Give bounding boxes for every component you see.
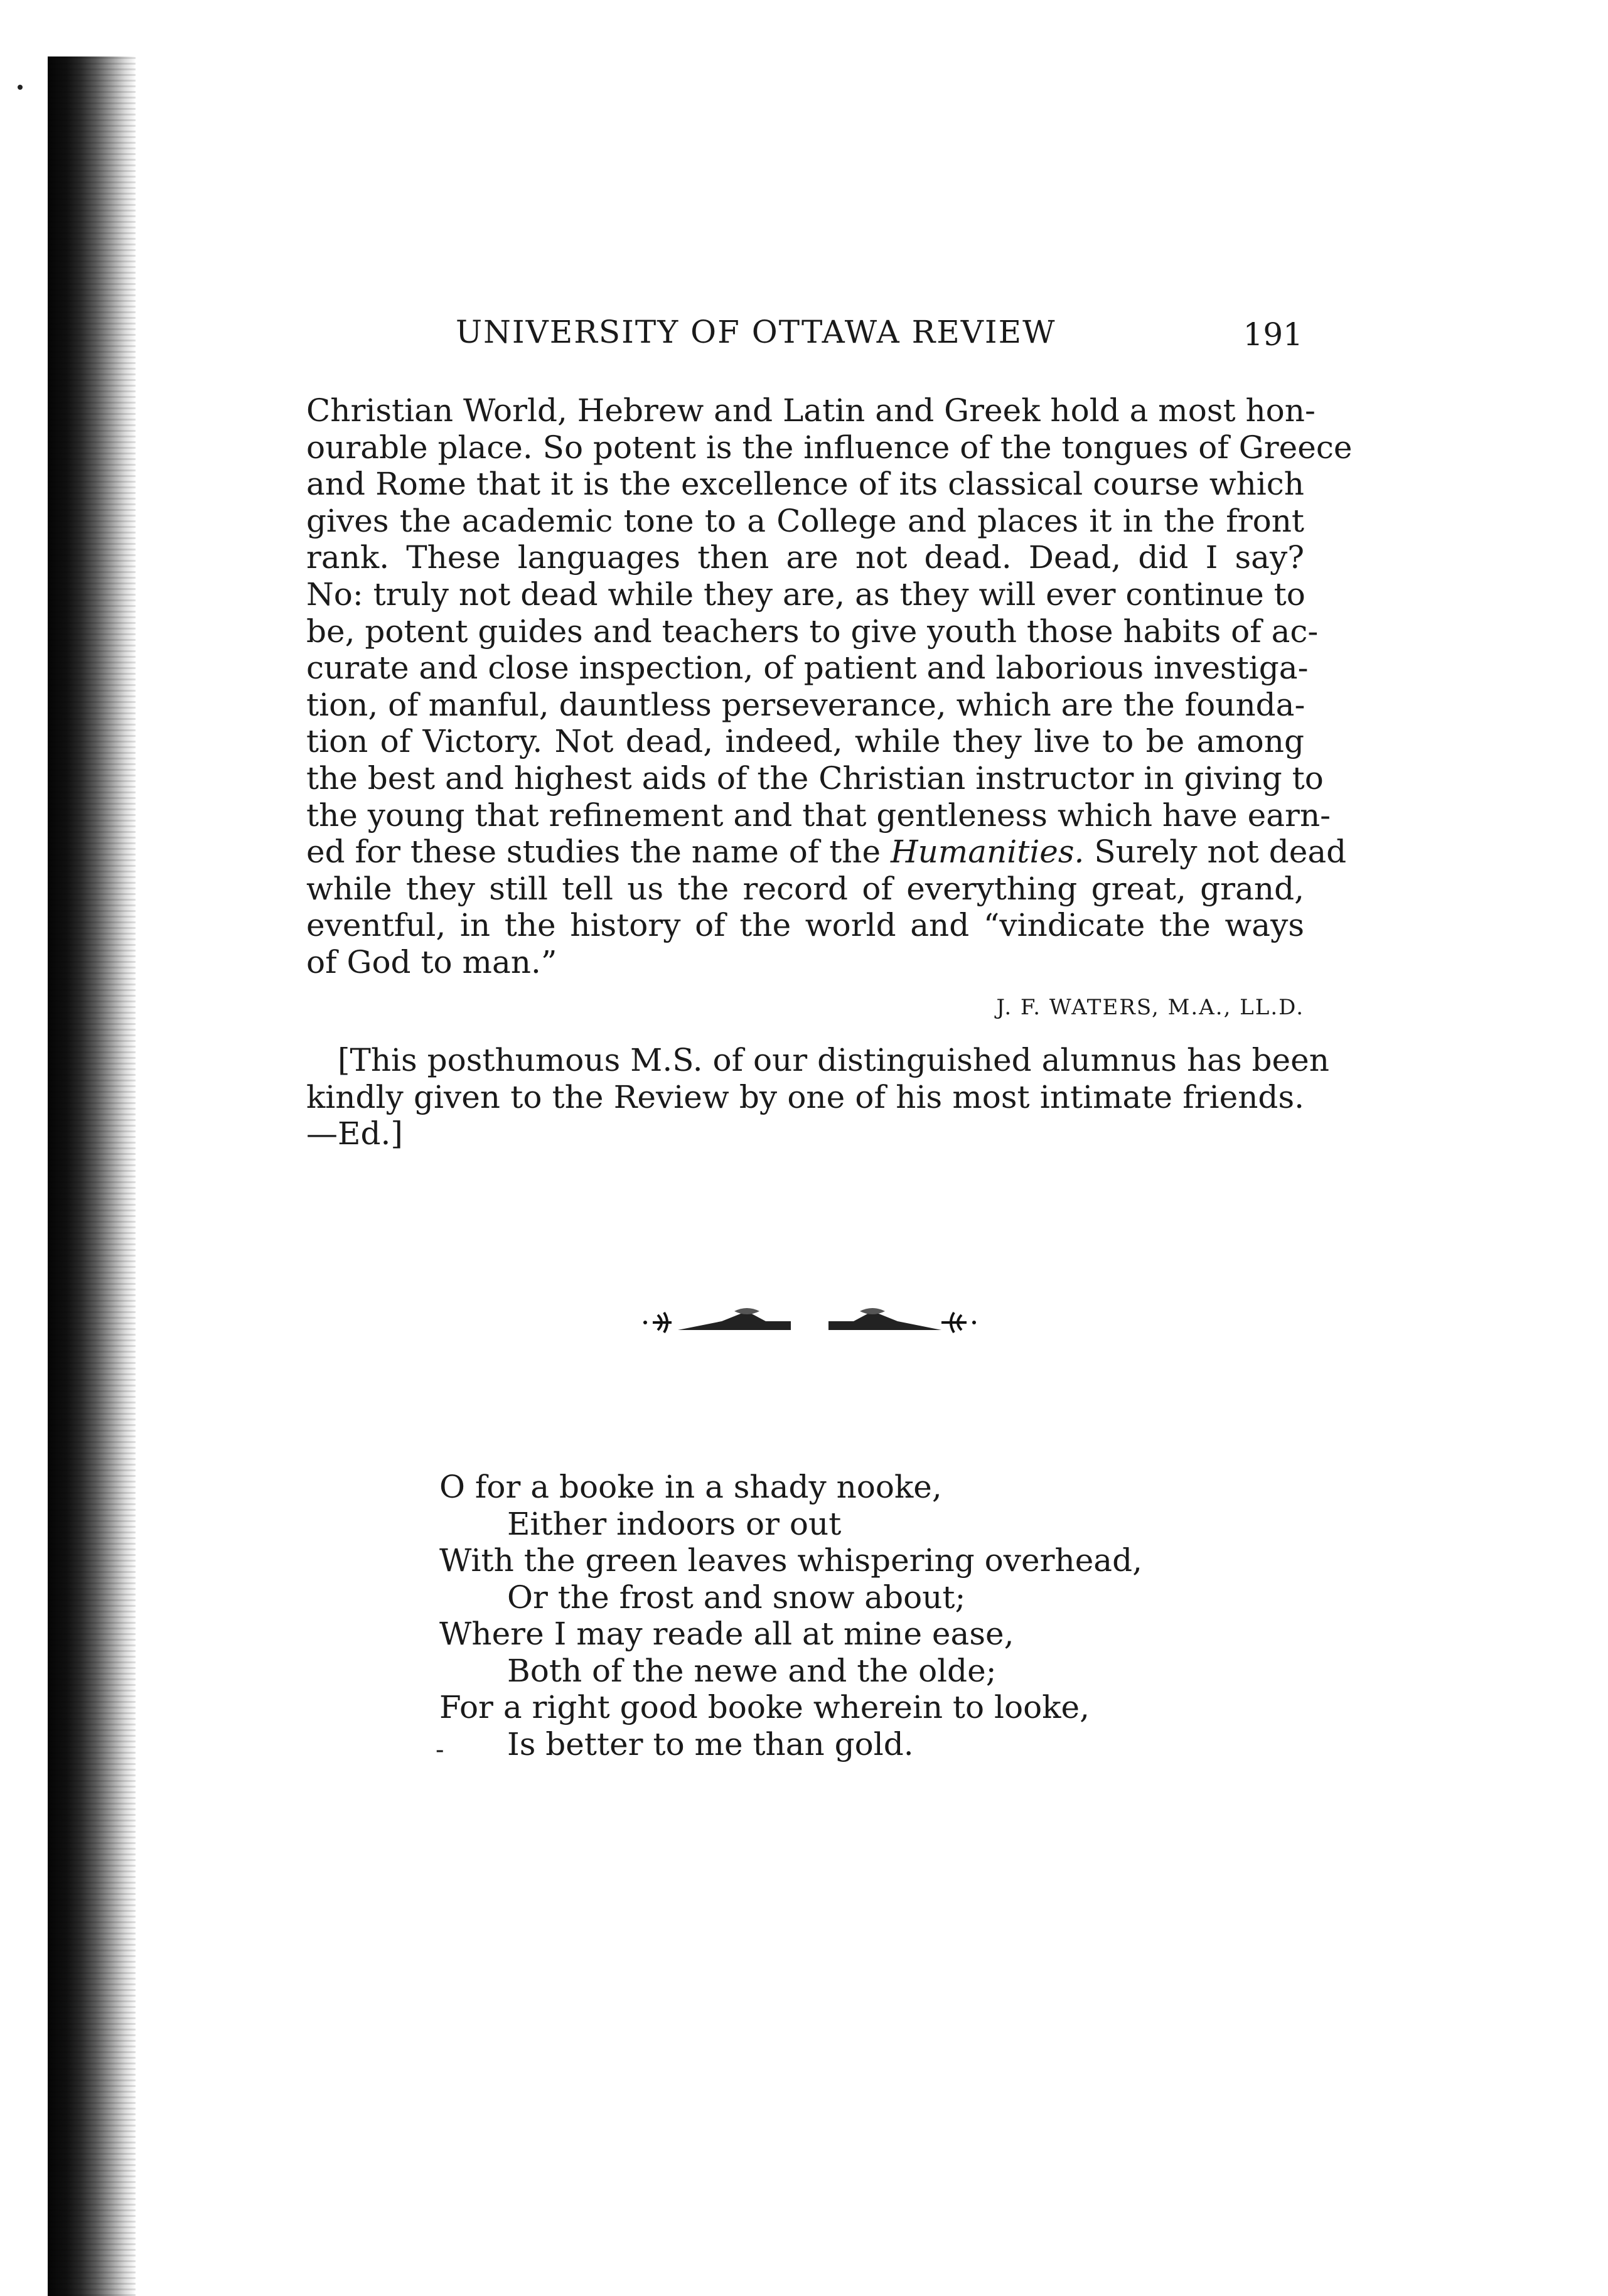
text-line: gives the academic tone to a College and places it in the front xyxy=(306,502,1304,539)
italic-term: Humanities. xyxy=(891,834,1085,871)
book-binding-edge xyxy=(48,56,136,2296)
text-line: tion of Victory. Not dead, indeed, while they live to be among xyxy=(306,723,1304,760)
text-line: ourable place. So potent is the influence of the tongues of Greece xyxy=(306,429,1353,466)
author-signature: J. F. WATERS, M.A., LL.D. xyxy=(996,995,1304,1020)
poem-line: For a right good booke wherein to looke, xyxy=(439,1689,1090,1725)
ornament-dot xyxy=(972,1321,976,1324)
text-line: the young that refinement and that gentleness which have earn- xyxy=(306,797,1331,834)
margin-speck xyxy=(18,85,23,90)
ornament-dot xyxy=(643,1321,647,1324)
ornament-scroll-right xyxy=(941,1312,967,1333)
poem-line: Where I may reade all at mine ease, xyxy=(439,1616,1014,1652)
ornamental-divider xyxy=(640,1302,979,1340)
note-line: kindly given to the Review by one of his most intimate friends. xyxy=(306,1078,1304,1115)
poem xyxy=(439,1469,1318,1762)
page-number: 191 xyxy=(1243,316,1303,353)
text-fragment: Surely not dead xyxy=(1094,834,1347,871)
running-title: UNIVERSITY OF OTTAWA REVIEW xyxy=(456,314,1056,350)
running-head xyxy=(456,314,1303,364)
text-line: Christian World, Hebrew and Latin and Greek hold a most hon- xyxy=(306,392,1316,429)
poem-line: O for a booke in a shady nooke, xyxy=(439,1469,942,1505)
note-line: [This posthumous M.S. of our distinguished alumnus has been xyxy=(338,1042,1329,1078)
text-line: of God to man.” xyxy=(306,943,557,980)
text-line: rank. These languages then are not dead. Dead, did I say? xyxy=(306,539,1304,576)
poem-line: Is better to me than gold. xyxy=(507,1725,914,1762)
text-line: while they still tell us the record of everything great, grand, xyxy=(306,870,1304,907)
text-line: be, potent guides and teachers to give youth those habits of ac- xyxy=(306,613,1319,650)
ornament-fan-left xyxy=(678,1311,791,1330)
text-line: the best and highest aids of the Christian instructor in giving to xyxy=(306,759,1324,797)
essay-text xyxy=(306,392,1353,981)
editor-note xyxy=(306,1042,1329,1152)
note-line: —Ed.] xyxy=(306,1115,403,1152)
poem-line: Or the frost and snow about; xyxy=(507,1579,966,1616)
ornament-scroll-left xyxy=(653,1312,672,1333)
poem-line: Either indoors or out xyxy=(507,1505,842,1542)
ornament-scroll xyxy=(734,1308,759,1314)
text-line: No: truly not dead while they are, as they will ever continue to xyxy=(306,576,1305,613)
poem-line: With the green leaves whispering overhead, xyxy=(439,1542,1143,1579)
poem-line: Both of the newe and the olde; xyxy=(507,1652,997,1689)
text-fragment: ed for these studies the name of the xyxy=(306,834,881,871)
ornament-fan-right xyxy=(828,1311,941,1330)
text-line: eventful, in the history of the world and “vindicate the ways xyxy=(306,907,1304,944)
stray-mark: - xyxy=(436,1735,444,1764)
text-line: tion, of manful, dauntless perseverance, which are the founda- xyxy=(306,686,1305,723)
text-line-with-italic xyxy=(306,834,1347,871)
ornament-scroll xyxy=(860,1308,885,1314)
text-line: curate and close inspection, of patient and laborious investiga- xyxy=(306,650,1309,687)
text-line: and Rome that it is the excellence of its classical course which xyxy=(306,466,1304,503)
